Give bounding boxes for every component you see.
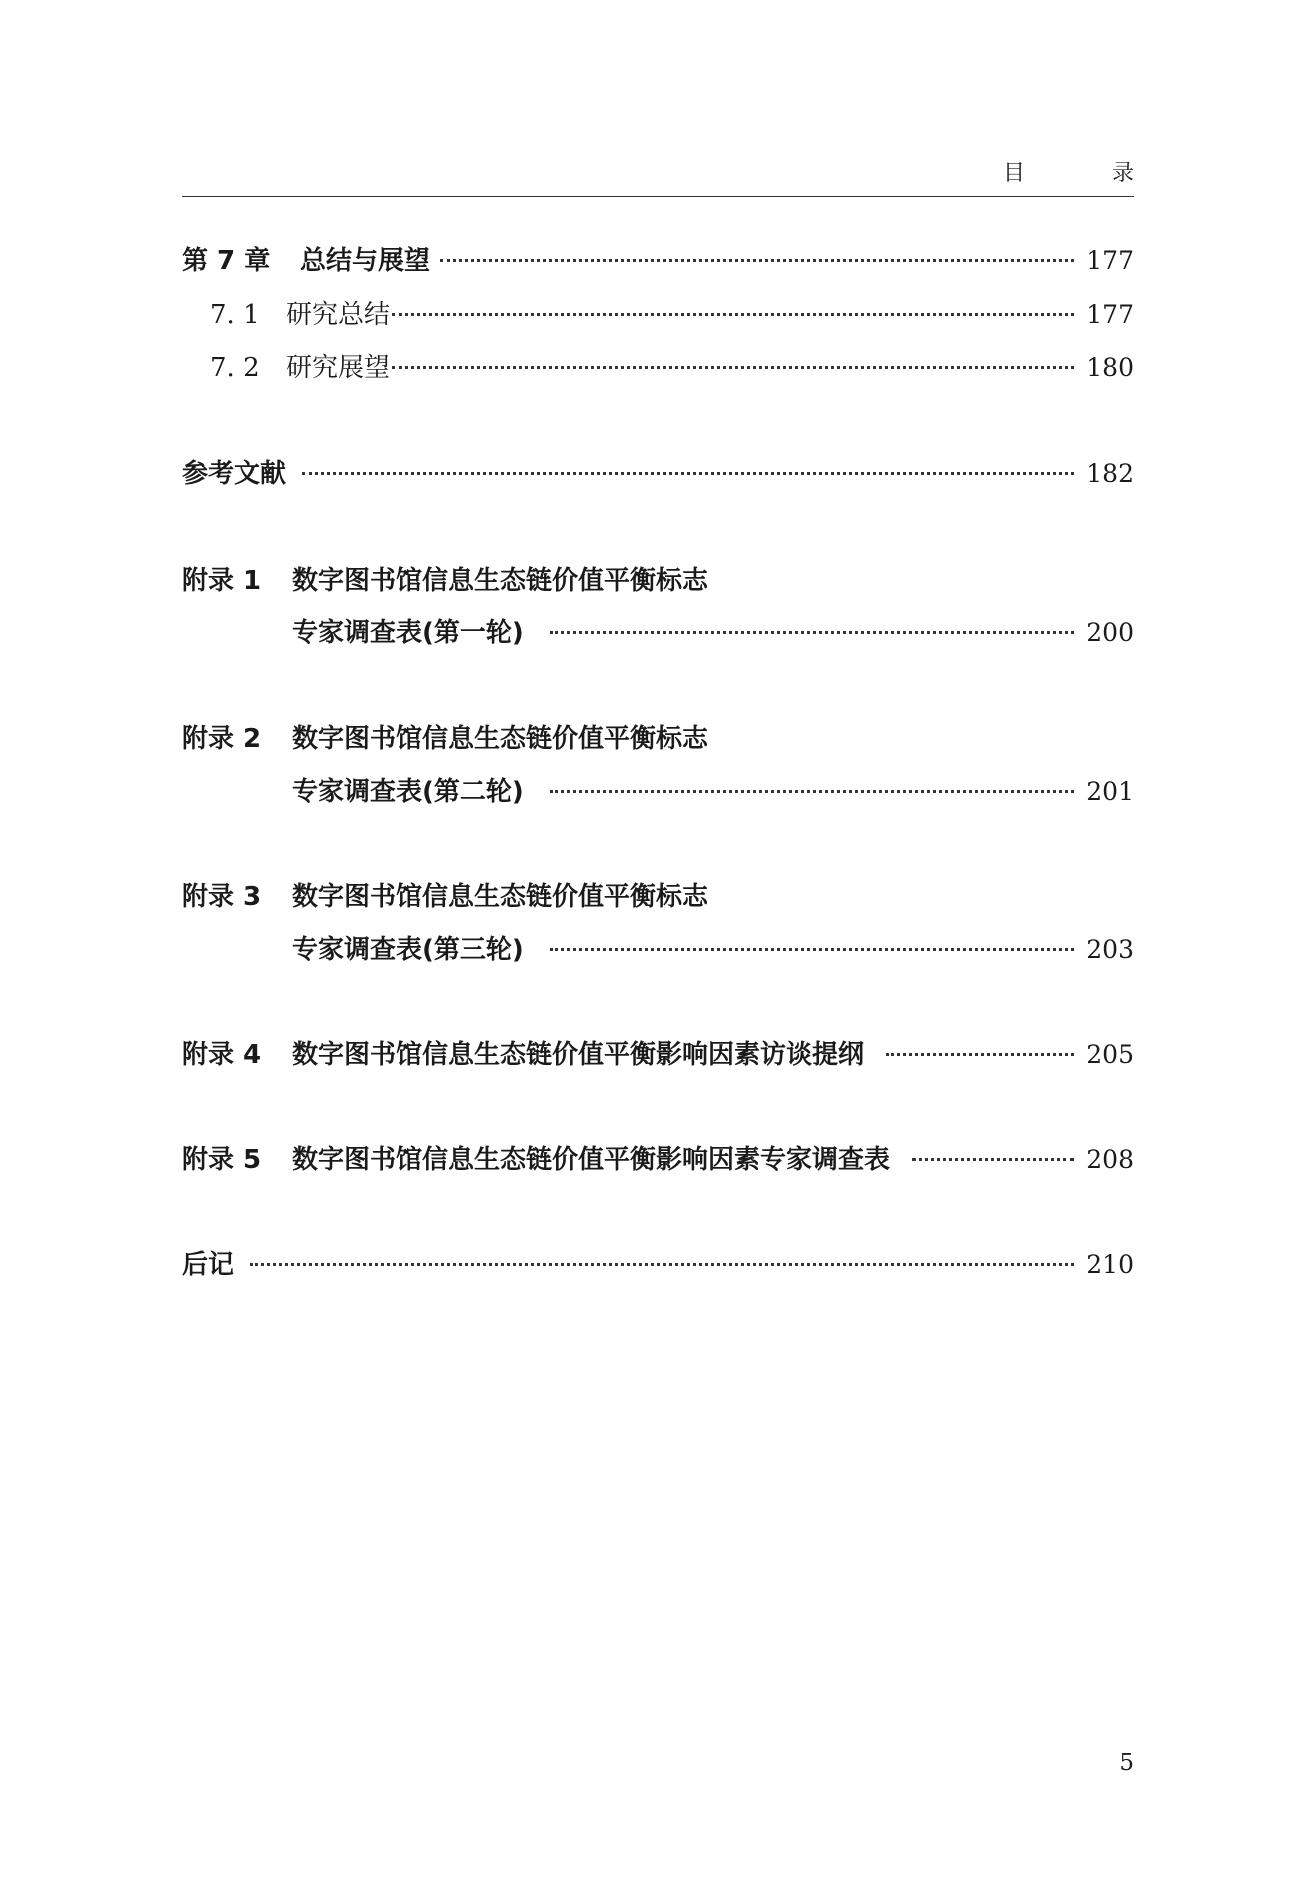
page-number: 210: [1086, 1250, 1134, 1279]
appendix-number: 附录 3: [182, 882, 262, 912]
appendix-title: 数字图书馆信息生态链价值平衡标志: [292, 566, 709, 596]
appendix-title-continued: 专家调查表(第二轮): [292, 777, 524, 807]
toc-entry-label: [182, 240, 430, 277]
section-title: 研究总结: [286, 300, 391, 330]
dot-leader: [392, 313, 1074, 316]
page-number: 208: [1086, 1145, 1134, 1174]
appendix-number: 附录 5: [182, 1145, 262, 1175]
dot-leader: [250, 1263, 1074, 1266]
toc-entry-postscript[interactable]: [182, 1244, 1134, 1284]
page-number: 177: [1086, 246, 1134, 275]
dot-leader: [550, 790, 1075, 793]
toc-entry-section-7-2[interactable]: [182, 347, 1134, 387]
toc-entry-label: [182, 294, 390, 331]
page-number: 200: [1086, 618, 1134, 647]
toc-entry-appendix-2-line1[interactable]: [182, 718, 708, 755]
header-title: 目 录: [1003, 161, 1174, 186]
dot-leader: [392, 366, 1074, 369]
dot-leader: [302, 472, 1074, 475]
toc-entry-label: [182, 1139, 890, 1176]
appendix-number: 附录 1: [182, 566, 262, 596]
toc-entry-label: [182, 347, 390, 384]
references-title: 参考文献: [182, 459, 287, 489]
toc-entry-references[interactable]: [182, 453, 1134, 493]
toc-entry-appendix-5[interactable]: [182, 1139, 1134, 1179]
appendix-title: 数字图书馆信息生态链价值平衡标志: [292, 882, 709, 912]
dot-leader: [886, 1053, 1074, 1056]
appendix-title-continued: 专家调查表(第三轮): [292, 935, 524, 965]
page-number: 205: [1086, 1040, 1134, 1069]
chapter-title: 总结与展望: [300, 246, 431, 276]
section-number: 7. 1: [210, 300, 260, 330]
appendix-title-continued: 专家调查表(第一轮): [292, 618, 524, 648]
appendix-title: 数字图书馆信息生态链价值平衡影响因素专家调查表: [292, 1145, 891, 1175]
appendix-number: 附录 2: [182, 724, 262, 754]
appendix-number: 附录 4: [182, 1040, 262, 1070]
page-number: 180: [1086, 353, 1134, 382]
page-number: 177: [1086, 300, 1134, 329]
dot-leader: [440, 259, 1074, 262]
running-header: [182, 150, 1174, 197]
toc-entry-appendix-4[interactable]: [182, 1034, 1134, 1074]
toc-entry-appendix-1-line1[interactable]: [182, 560, 708, 597]
chapter-number: 第 7 章: [182, 246, 271, 276]
toc-entry-appendix-1[interactable]: [182, 612, 1134, 652]
toc-entry-label: [182, 1034, 864, 1071]
page-number: 182: [1086, 459, 1134, 488]
toc-entry-appendix-3[interactable]: [182, 929, 1134, 969]
appendix-title: 数字图书馆信息生态链价值平衡影响因素访谈提纲: [292, 1040, 865, 1070]
dot-leader: [550, 631, 1075, 634]
dot-leader: [912, 1158, 1074, 1161]
page-number: 201: [1086, 777, 1134, 806]
folio-page-number: 5: [1119, 1750, 1134, 1776]
toc-entry-chapter-7[interactable]: [182, 240, 1134, 280]
section-number: 7. 2: [210, 353, 260, 383]
toc-entry-appendix-2[interactable]: [182, 771, 1134, 811]
postscript-title: 后记: [182, 1250, 235, 1280]
section-title: 研究展望: [286, 353, 391, 383]
toc-entry-appendix-3-line1[interactable]: [182, 876, 708, 913]
appendix-title: 数字图书馆信息生态链价值平衡标志: [292, 724, 709, 754]
dot-leader: [550, 948, 1075, 951]
toc-entry-section-7-1[interactable]: [182, 294, 1134, 334]
page-number: 203: [1086, 935, 1134, 964]
